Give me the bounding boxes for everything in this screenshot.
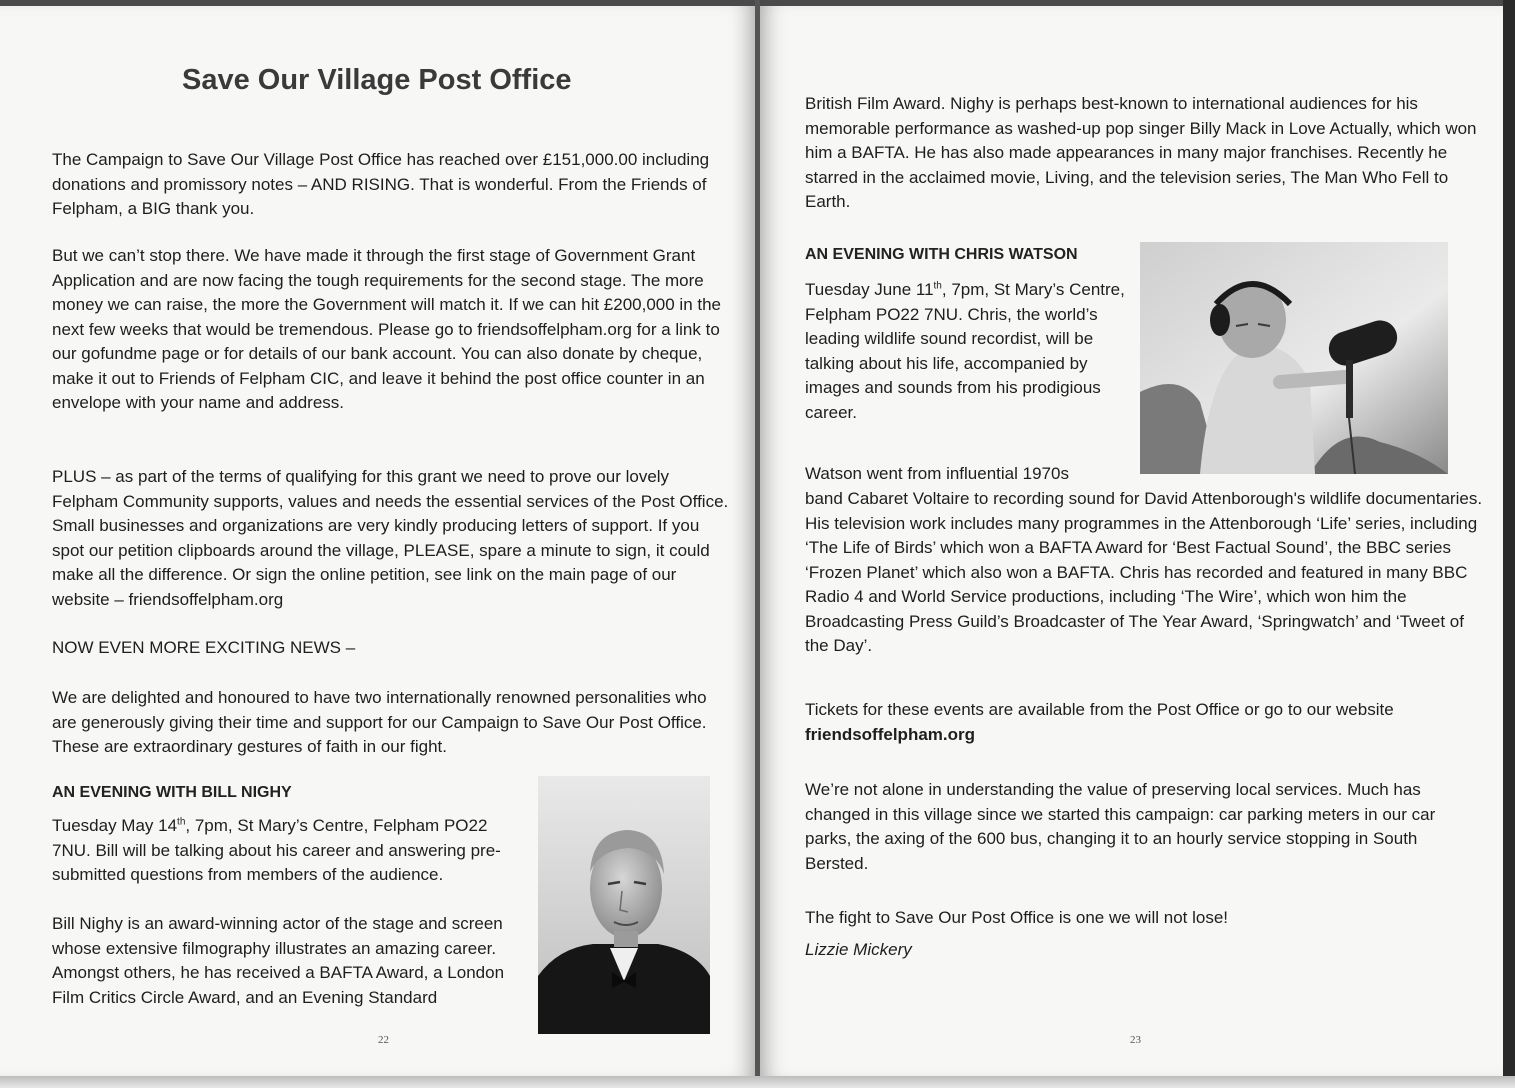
event1-details [52,814,520,888]
plus-paragraph: PLUS – as part of the terms of qualifying for this grant we need to prove our lovely Felpham Community supports, values and needs the essential services of the Post Office. Small businesses and organizations are very kindly producing letters of support. If you spot our petition clipboards around the village, PLEASE, spare a minute to sign, it could make all the difference. Or sign the online petition, see link on the main page of our website – friendsoffelpham.org [52,467,729,609]
tickets-text: Tickets for these events are available from the Post Office or go to our website [805,700,1394,719]
event1-bio: Bill Nighy is an award-winning actor of the stage and screen whose extensive filmography illustrates an amazing career. Amongst others, he has received a BAFTA Award, a London Film Critics Circle Award, and an Evening Standard [52,914,505,1007]
portrait-icon [538,776,710,1034]
grant-paragraph: But we can’t stop there. We have made it through the first stage of Government Grant Application and are now facing the tough requirements for the second stage. The more money we can raise, the more the Government will match it. If we can hit £200,000 in the next few weeks that would be tremendous. Please go to friendsoffelpham.org for a link to our gofundme page or for details of our bank account. You can also donate by cheque, make it out to Friends of Felpham CIC, and leave it behind the post office counter in an envelope with your name and address. [52,246,722,412]
bill-nighy-photo [538,776,710,1034]
event2-date-suffix: th [933,280,942,292]
event2-bio-start: Watson went from influential 1970s [805,464,1069,483]
event1-date: Tuesday May 14 [52,816,178,835]
page-number: 23 [1130,1034,1141,1046]
left-page [0,6,755,1076]
event2-info: , 7pm, St Mary’s Centre, Felpham PO22 7NU. Chris, the world’s leading wildlife sound recordist, will be talking about his life, accompanied by images and sounds from his prodigious career. [805,280,1125,422]
news-line: NOW EVEN MORE EXCITING NEWS – [52,638,356,657]
bio-continued: British Film Award. Nighy is perhaps best-known to international audiences for his memorable performance as washed-up pop singer Billy Mack in Love Actually, which won him a BAFTA. He has also made appearances in many major franchises. Recently he starred in the acclaimed movie, Living, and the television series, The Man Who Fell to Earth. [805,94,1477,211]
event1-info: , 7pm, St Mary’s Centre, Felpham PO22 7NU. Bill will be talking about his career and answering pre-submitted questions from members of the audience. [52,816,501,884]
page-title: Save Our Village Post Office [182,64,572,96]
fight-line: The fight to Save Our Post Office is one we will not lose! [805,908,1228,927]
website-link[interactable]: friendsoffelpham.org [805,724,976,744]
event2-details [805,278,1135,425]
right-page [760,6,1503,1076]
campaign-paragraph: The Campaign to Save Our Village Post Office has reached over £151,000.00 including donations and promissory notes – AND RISING. That is wonderful. From the Friends of Felpham, a BIG thank you. [52,150,710,218]
scan-bottom-edge [0,1076,1515,1088]
chris-watson-photo [1140,242,1448,474]
event1-date-suffix: th [177,816,186,828]
tickets-paragraph [805,698,1485,747]
personalities-paragraph: We are delighted and honoured to have two internationally renowned personalities who are generously giving their time and support for our Campaign to Save Our Post Office. These are extraordinary gestures of faith in our fight. [52,688,707,756]
event2-bio: band Cabaret Voltaire to recording sound for David Attenborough's wildlife documentaries. His television work includes many programmes in the Attenborough ‘Life’ series, including ‘The Life of Birds’ which won a BAFTA Award for ‘Best Factual Sound’, the BBC series ‘Frozen Planet’ which also won a BAFTA. Chris has recorded and featured in many BBC Radio 4 and World Service productions, including ‘The Wire’, which won him the Broadcasting Press Guild’s Broadcaster of The Year Award, ‘Springwatch’ and ‘Tweet of the Day’. [805,489,1483,655]
event2-heading: AN EVENING WITH CHRIS WATSON [805,246,1078,263]
signature: Lizzie Mickery [805,940,912,959]
event1-heading: AN EVENING WITH BILL NIGHY [52,784,292,801]
closing-paragraph: We’re not alone in understanding the value of preserving local services. Much has changed in this village since we started this campaign: car parking meters in our car parks, the axing of the 600 bus, changing it to an hourly service stopping in South Bersted. [805,780,1436,873]
sound-recordist-icon [1140,242,1448,474]
scan-right-edge [1503,0,1515,1088]
page-number: 22 [378,1034,389,1046]
event2-date: Tuesday June 11 [805,280,934,299]
